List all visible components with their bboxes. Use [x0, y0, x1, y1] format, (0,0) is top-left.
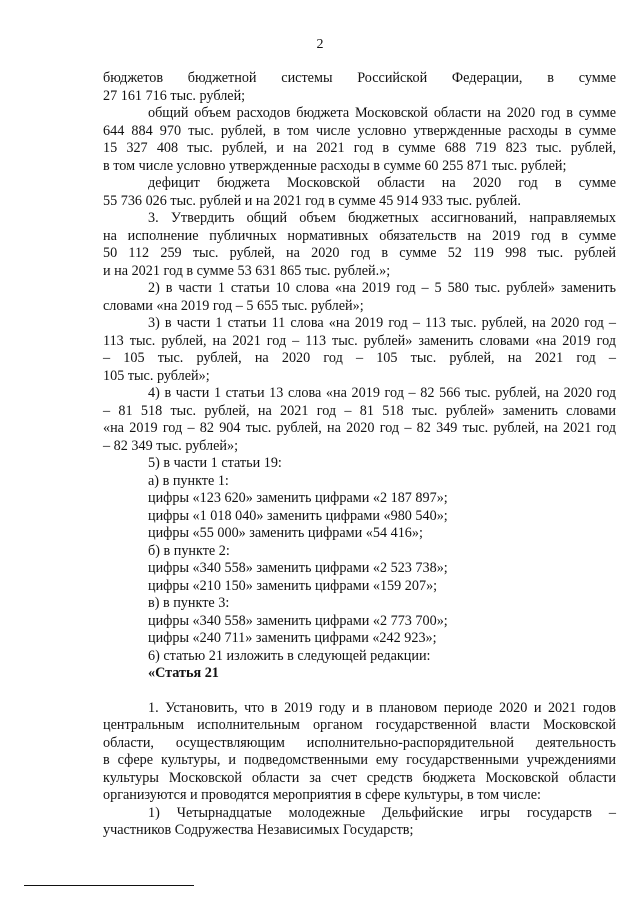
text-line: участников Содружества Независимых Государств; [103, 822, 414, 838]
document-body [103, 70, 616, 840]
paragraph-expenditures-2020-2021 [103, 105, 616, 175]
text-line: цифры «340 558» заменить цифрами «2 523 738»; [148, 560, 448, 576]
paragraph-amendment-3 [103, 315, 616, 385]
paragraph-article-21-item-1 [103, 700, 616, 805]
paragraph-amendment-2 [103, 280, 616, 315]
text-line: словами «на 2019 год – 5 655 тыс. рублей»; [103, 297, 364, 314]
text-line: 4) в части 1 статьи 13 слова «на 2019 год – 82 566 тыс. рублей, на 2020 год [148, 385, 616, 401]
text-line: в том числе условно утвержденные расходы в сумме 60 255 871 тыс. рублей; [103, 157, 567, 174]
text-line: цифры «55 000» заменить цифрами «54 416»; [148, 525, 423, 541]
paragraph-deficit [103, 175, 616, 210]
text-line: 55 736 026 тыс. рублей и на 2021 год в сумме 45 914 933 тыс. рублей. [103, 192, 521, 209]
text-line: а) в пункте 1: [148, 472, 229, 489]
page-number: 2 [316, 37, 324, 52]
text-line: «на 2019 год – 82 904 тыс. рублей, на 2020 год – 82 349 тыс. рублей, на 2021 год [103, 420, 616, 436]
text-line: – 105 тыс. рублей, на 2020 год – 105 тыс. рублей, на 2021 год – [103, 350, 616, 366]
text-line: в) в пункте 3: [148, 595, 230, 611]
paragraph-amendment-5 [103, 455, 616, 648]
text-line: 50 112 259 тыс. рублей, на 2020 год в сумме 52 119 998 тыс. рублей [103, 245, 616, 261]
text-line: цифры «123 620» заменить цифрами «2 187 897»; [148, 490, 448, 506]
text-line: 105 тыс. рублей»; [103, 367, 210, 384]
text-line: цифры «240 711» заменить цифрами «242 923»; [148, 630, 437, 646]
text-line: б) в пункте 2: [148, 542, 230, 559]
text-line: культуры Московской области за счет средств бюджета Московской области [103, 769, 616, 786]
text-line: организуются и проводятся мероприятия в сфере культуры, в том числе: [103, 787, 541, 803]
paragraph-amendment-6 [103, 648, 616, 666]
paragraph-article-21-subitem-1 [103, 805, 616, 840]
blank-line [103, 683, 616, 700]
text-line: 6) статью 21 изложить в следующей редакции: [148, 647, 431, 664]
text-line: 113 тыс. рублей, на 2021 год – 113 тыс. рублей» заменить словами «на 2019 год [103, 332, 616, 349]
article-heading: «Статья 21 [148, 665, 219, 681]
text-line: бюджетов бюджетной системы Российской Федерации, в сумме [103, 70, 616, 86]
text-line: в сфере культуры, и подведомственными ему государственными учреждениями [103, 752, 616, 768]
paragraph-item-3 [103, 210, 616, 280]
text-line: цифры «340 558» заменить цифрами «2 773 700»; [148, 612, 448, 629]
text-line: центральным исполнительным органом государственной власти Московской [103, 717, 616, 733]
text-line: цифры «1 018 040» заменить цифрами «980 540»; [148, 507, 448, 524]
paragraph-amendment-4 [103, 385, 616, 455]
text-line: 644 884 970 тыс. рублей, в том числе условно утвержденные расходы в сумме [103, 122, 616, 139]
text-line: – 82 349 тыс. рублей»; [103, 437, 239, 454]
text-line: 5) в части 1 статьи 19: [148, 455, 282, 471]
footnote-separator [24, 885, 194, 886]
text-line: 1. Установить, что в 2019 году и в плановом периоде 2020 и 2021 годов [148, 699, 616, 716]
text-line: 3) в части 1 статьи 11 слова «на 2019 год – 113 тыс. рублей, на 2020 год – [148, 315, 616, 331]
text-line: общий объем расходов бюджета Московской области на 2020 год в сумме [148, 105, 616, 121]
text-line: 2) в части 1 статьи 10 слова «на 2019 год – 5 580 тыс. рублей» заменить [148, 280, 616, 296]
text-line: области, осуществляющим исполнительно-распорядительной деятельность [103, 734, 616, 751]
text-line: и на 2021 год в сумме 53 631 865 тыс. рублей.»; [103, 262, 391, 279]
text-line: дефицит бюджета Московской области на 2020 год в сумме [148, 175, 616, 191]
text-line: на исполнение публичных нормативных обязательств на 2019 год в сумме [103, 227, 616, 244]
text-line: 3. Утвердить общий объем бюджетных ассигнований, направляемых [148, 210, 616, 226]
text-line: 15 327 408 тыс. рублей, и на 2021 год в сумме 688 719 823 тыс. рублей, [103, 140, 616, 156]
text-line: 1) Четырнадцатые молодежные Дельфийские игры государств – [148, 804, 616, 821]
text-line: 27 161 716 тыс. рублей; [103, 87, 246, 104]
paragraph-revenues-continued [103, 70, 616, 105]
text-line: – 81 518 тыс. рублей, на 2021 год – 81 518 тыс. рублей» заменить словами [103, 402, 616, 419]
text-line: цифры «210 150» заменить цифрами «159 207»; [148, 577, 438, 594]
